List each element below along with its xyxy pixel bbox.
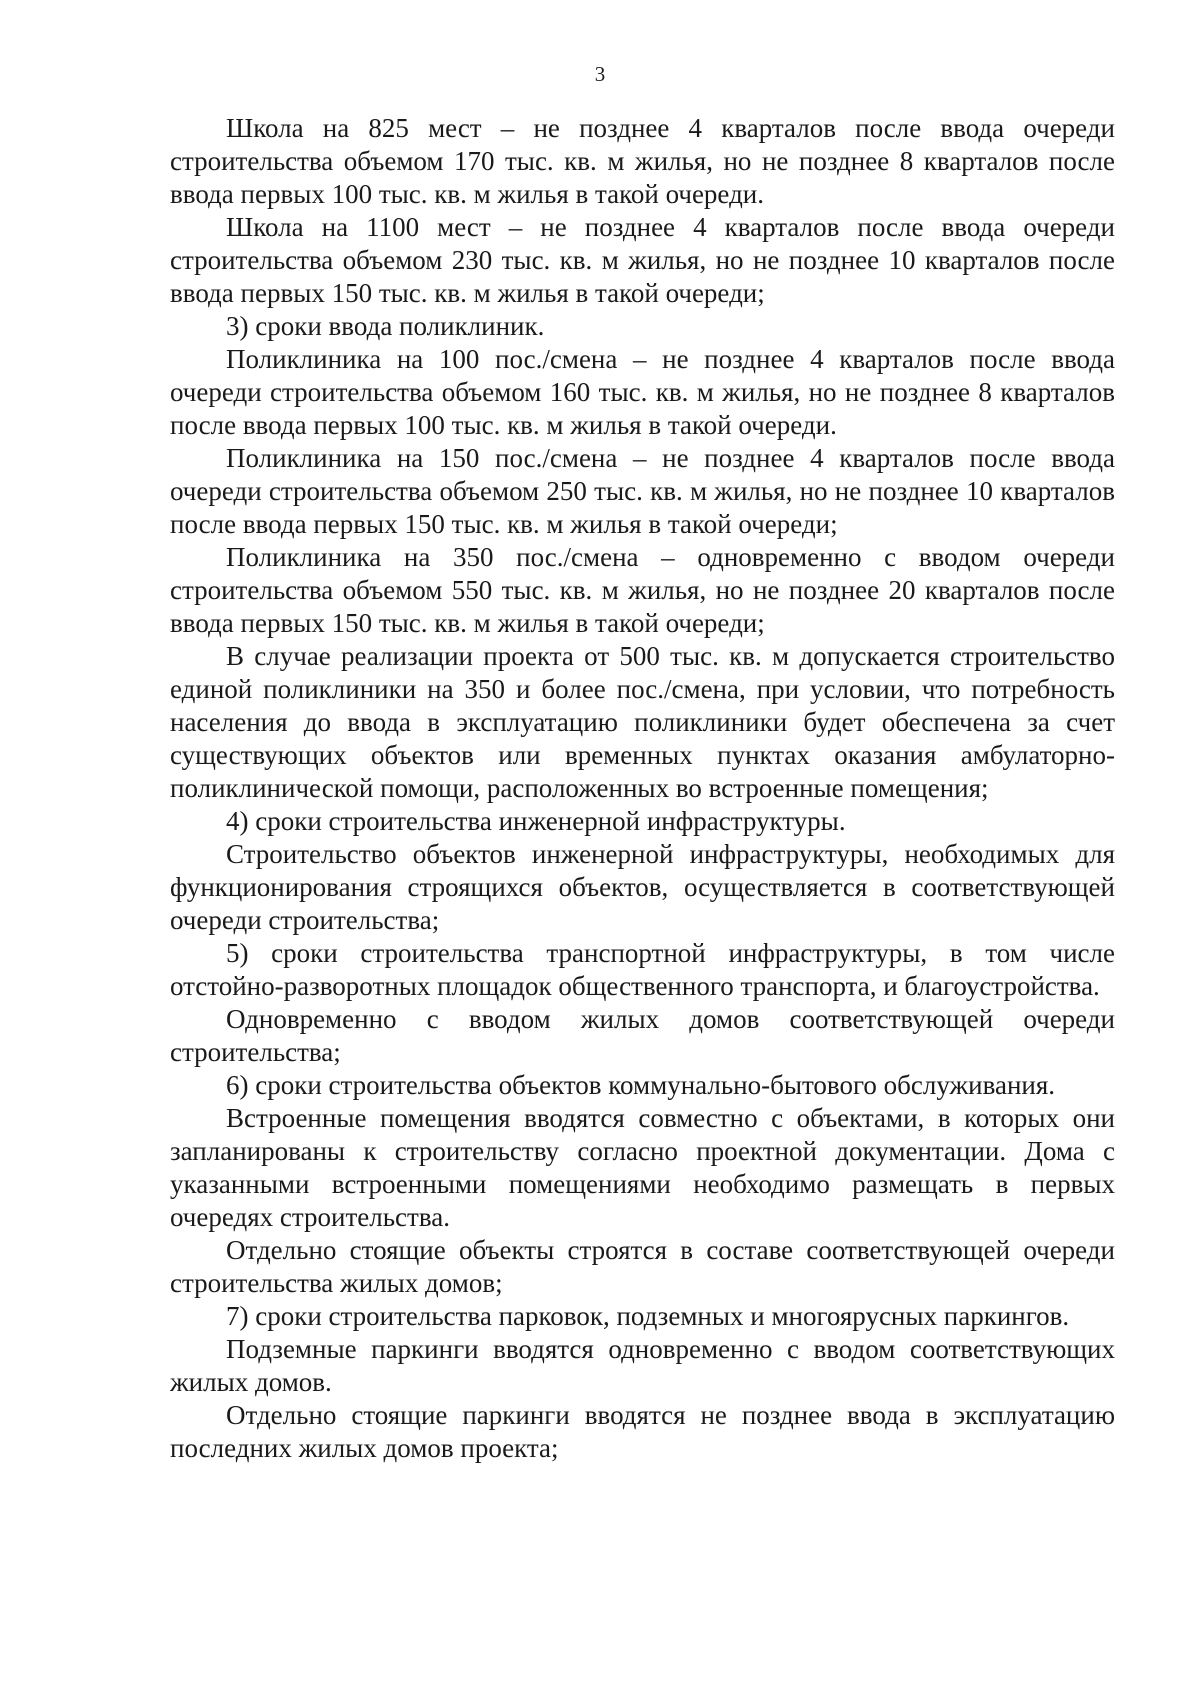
paragraph-engineering: Строительство объектов инженерной инфраструктуры, необходимых для функционирования строящихся объектов, осуществляется в соответствующей очереди строительства; [170, 839, 1115, 935]
paragraph-parking-heading: 7) сроки строительства парковок, подземных и многоярусных паркингов. [226, 1301, 1070, 1331]
paragraph-school-1100: Школа на 1100 мест – не позднее 4 кварталов после ввода очереди строительства объемом 230 тыс. кв. м жилья, но не позднее 10 кварталов после ввода первых 150 тыс. кв. м жилья в такой очереди; [170, 212, 1115, 308]
paragraph-transport: Одновременно с вводом жилых домов соответствующей очереди строительства; [170, 1004, 1115, 1067]
document-body [170, 112, 1115, 1465]
paragraph-services-heading: 6) сроки строительства объектов коммунально-бытового обслуживания. [226, 1070, 1056, 1100]
paragraph-underground-parking: Подземные паркинги вводятся одновременно с вводом соответствующих жилых домов. [170, 1334, 1115, 1397]
paragraph-clinic-150: Поликлиника на 150 пос./смена – не позднее 4 кварталов после ввода очереди строительства объемом 250 тыс. кв. м жилья, но не позднее 10 кварталов после ввода первых 150 тыс. кв. м жилья в такой очереди; [170, 443, 1115, 539]
paragraph-transport-heading: 5) сроки строительства транспортной инфраструктуры, в том числе отстойно-разворотных площадок общественного транспорта, и благоустройства. [170, 938, 1115, 1001]
paragraph-clinic-100: Поликлиника на 100 пос./смена – не позднее 4 кварталов после ввода очереди строительства объемом 160 тыс. кв. м жилья, но не позднее 8 кварталов после ввода первых 100 тыс. кв. м жилья в такой очереди. [170, 344, 1115, 440]
paragraph-single-clinic: В случае реализации проекта от 500 тыс. кв. м допускается строительство единой поликлиники на 350 и более пос./смена, при условии, что потребность населения до ввода в эксплуатацию поликлиники будет обеспечена за счет существующих объектов или временных пунктах оказания амбулаторно-поликлинической помощи, расположенных во встроенные помещения; [170, 641, 1115, 803]
paragraph-school-825: Школа на 825 мест – не позднее 4 кварталов после ввода очереди строительства объемом 170 тыс. кв. м жилья, но не позднее 8 кварталов после ввода первых 100 тыс. кв. м жилья в такой очереди. [170, 113, 1115, 209]
paragraph-standalone-parking: Отдельно стоящие паркинги вводятся не позднее ввода в эксплуатацию последних жилых домов проекта; [170, 1400, 1115, 1463]
paragraph-built-in-premises: Встроенные помещения вводятся совместно с объектами, в которых они запланированы к строительству согласно проектной документации. Дома с указанными встроенными помещениями необходимо размещать в первых очередях строительства. [170, 1103, 1115, 1232]
paragraph-clinics-heading: 3) сроки ввода поликлиник. [226, 311, 545, 341]
paragraph-engineering-heading: 4) сроки строительства инженерной инфраструктуры. [226, 806, 846, 836]
page-number: 3 [594, 62, 606, 86]
paragraph-clinic-350: Поликлиника на 350 пос./смена – одновременно с вводом очереди строительства объемом 550 тыс. кв. м жилья, но не позднее 20 кварталов после ввода первых 150 тыс. кв. м жилья в такой очереди; [170, 542, 1115, 638]
paragraph-standalone-objects: Отдельно стоящие объекты строятся в составе соответствующей очереди строительства жилых домов; [170, 1235, 1115, 1298]
